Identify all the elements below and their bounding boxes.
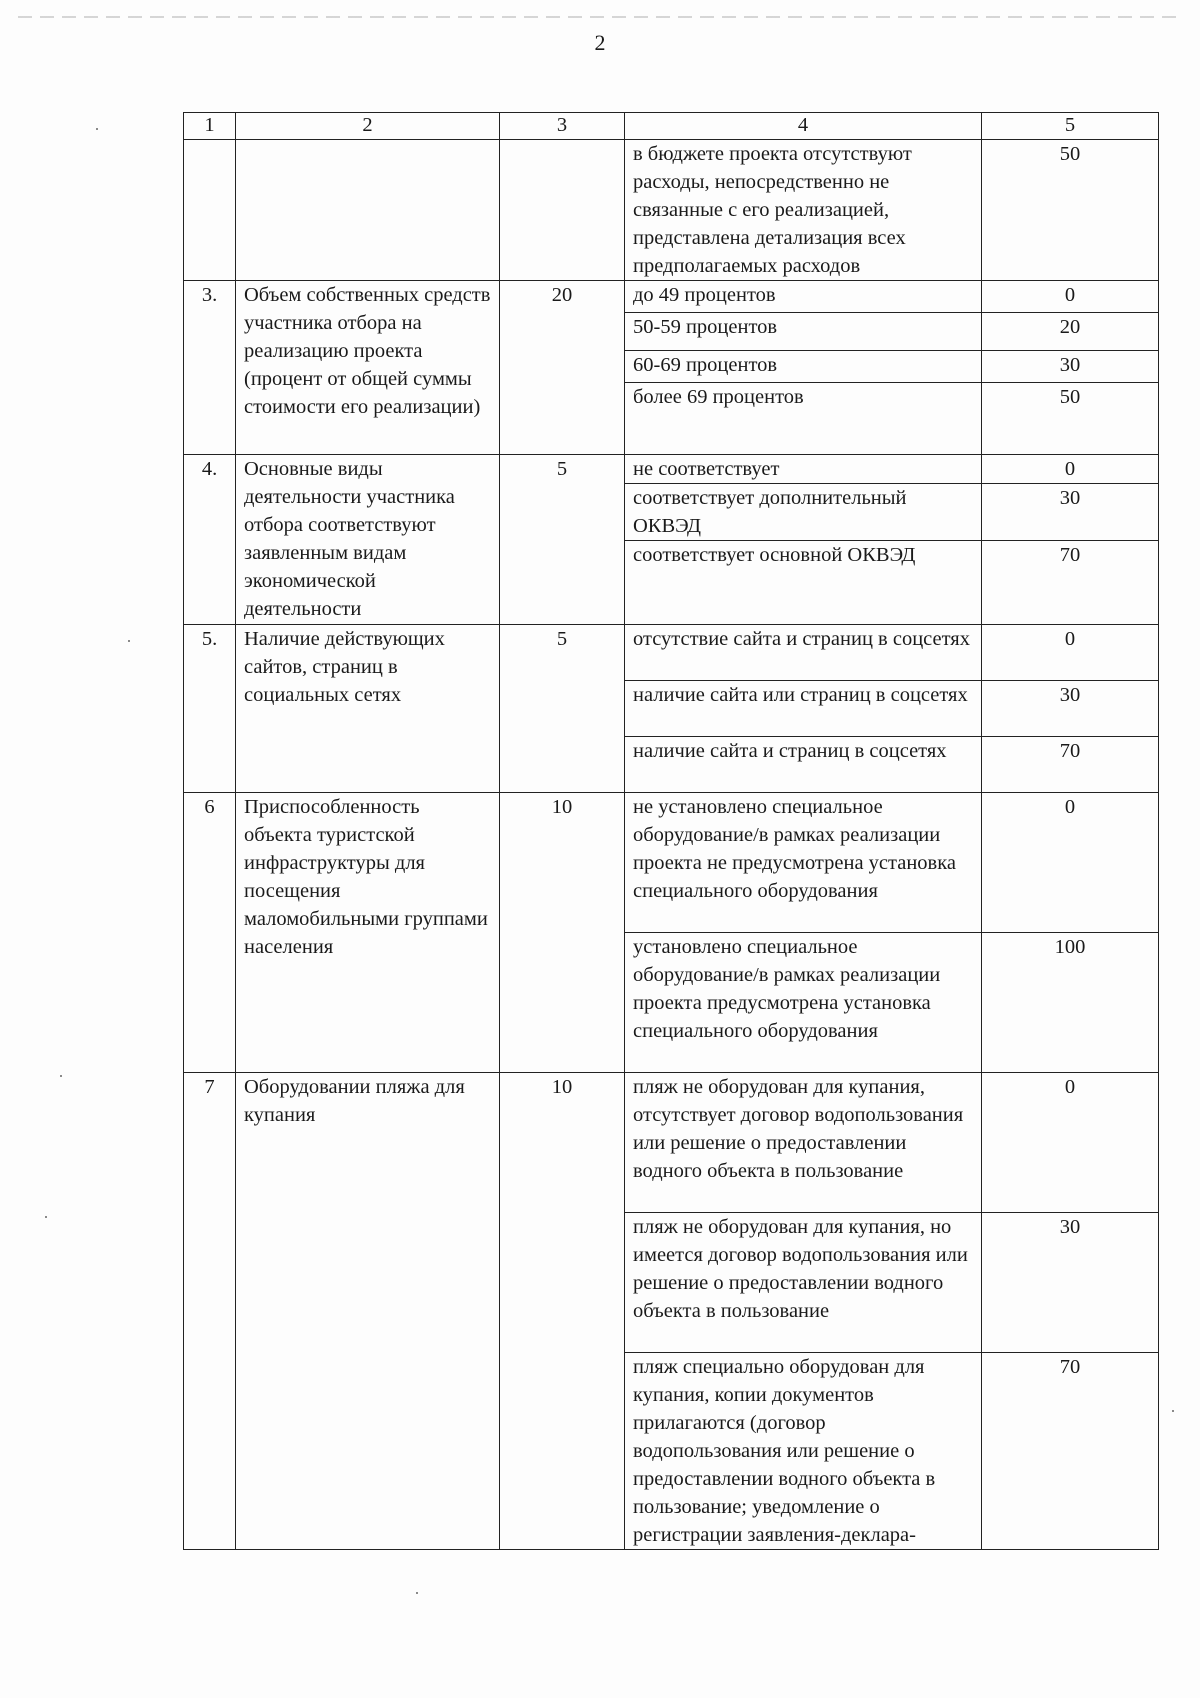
- row-number-cell: 5.: [184, 625, 236, 793]
- option-text-cell: наличие сайта и страниц в соцсетях: [625, 737, 982, 793]
- scan-speck: [416, 1592, 418, 1594]
- option-score-cell: 70: [982, 1353, 1159, 1550]
- option-score-cell: 30: [982, 351, 1159, 383]
- table-row: [184, 793, 1159, 933]
- option-score-cell: 0: [982, 793, 1159, 933]
- weight-cell: 10: [500, 1073, 625, 1550]
- scan-speck: [60, 1075, 62, 1077]
- row-number-cell: 3.: [184, 281, 236, 455]
- scan-edge-artifact: [18, 16, 1178, 18]
- column-header-1: 1: [184, 113, 236, 140]
- option-score-cell: 100: [982, 933, 1159, 1073]
- option-score-cell: 20: [982, 313, 1159, 351]
- option-score-cell: 30: [982, 484, 1159, 541]
- scan-speck: [96, 128, 98, 130]
- column-header-4: 4: [625, 113, 982, 140]
- column-header-5: 5: [982, 113, 1159, 140]
- option-text-cell: пляж не оборудован для купания, отсутствует договор водопользования или решение о предоставлении водного объекта в пользование: [625, 1073, 982, 1213]
- weight-cell: 5: [500, 455, 625, 625]
- table-row: [184, 281, 1159, 313]
- option-text-cell: в бюджете проекта отсутствуют расходы, непосредственно не связанные с его реализацией, представлена детализация всех предполагаемых расходов: [625, 140, 982, 281]
- option-score-cell: 0: [982, 281, 1159, 313]
- row-number-cell: 4.: [184, 455, 236, 625]
- option-text-cell: установлено специальное оборудование/в рамках реализации проекта предусмотрена установка специального оборудования: [625, 933, 982, 1073]
- option-text-cell: отсутствие сайта и страниц в соцсетях: [625, 625, 982, 681]
- option-score-cell: 50: [982, 383, 1159, 455]
- table-row: [184, 1073, 1159, 1213]
- option-score-cell: 70: [982, 737, 1159, 793]
- page-number: 2: [594, 30, 606, 55]
- option-text-cell: пляж не оборудован для купания, но имеется договор водопользования или решение о предоставлении водного объекта в пользование: [625, 1213, 982, 1353]
- criterion-cell: Основные виды деятельности участника отбора соответствуют заявленным видам экономической деятельности: [236, 455, 500, 625]
- option-text-cell: до 49 процентов: [625, 281, 982, 313]
- option-text-cell: соответствует дополнительный ОКВЭД: [625, 484, 982, 541]
- criterion-cell: Приспособленность объекта туристской инфраструктуры для посещения маломобильными группами населения: [236, 793, 500, 1073]
- option-text-cell: наличие сайта или страниц в соцсетях: [625, 681, 982, 737]
- option-text-cell: не соответствует: [625, 455, 982, 484]
- weight-cell: 20: [500, 281, 625, 455]
- table-header-row: [184, 113, 1159, 140]
- weight-cell: 5: [500, 625, 625, 793]
- row-number-cell: 6: [184, 793, 236, 1073]
- scan-speck: [45, 1216, 47, 1218]
- criterion-cell: Объем собственных средств участника отбора на реализацию проекта (процент от общей суммы стоимости его реализации): [236, 281, 500, 455]
- option-score-cell: 50: [982, 140, 1159, 281]
- option-text-cell: пляж специально оборудован для купания, копии документов прилагаются (договор водопользования или решение о предоставлении водного объекта в пользование; уведомление о регистрации заявления-деклара-: [625, 1353, 982, 1550]
- criterion-cell: [236, 140, 500, 281]
- weight-cell: [500, 140, 625, 281]
- option-text-cell: 60-69 процентов: [625, 351, 982, 383]
- criteria-table: [183, 112, 1159, 1550]
- option-text-cell: не установлено специальное оборудование/в рамках реализации проекта не предусмотрена установка специального оборудования: [625, 793, 982, 933]
- option-score-cell: 0: [982, 625, 1159, 681]
- option-text-cell: более 69 процентов: [625, 383, 982, 455]
- weight-cell: 10: [500, 793, 625, 1073]
- option-score-cell: 30: [982, 681, 1159, 737]
- criterion-cell: Оборудовании пляжа для купания: [236, 1073, 500, 1550]
- criterion-cell: Наличие действующих сайтов, страниц в социальных сетях: [236, 625, 500, 793]
- row-number-cell: [184, 140, 236, 281]
- scan-speck: [1172, 1410, 1174, 1412]
- option-score-cell: 0: [982, 1073, 1159, 1213]
- table-row: [184, 625, 1159, 681]
- option-text-cell: соответствует основной ОКВЭД: [625, 541, 982, 625]
- option-score-cell: 0: [982, 455, 1159, 484]
- scan-speck: [128, 640, 130, 642]
- option-score-cell: 30: [982, 1213, 1159, 1353]
- table-row-continuation: [184, 140, 1159, 281]
- column-header-3: 3: [500, 113, 625, 140]
- table-row: [184, 455, 1159, 484]
- row-number-cell: 7: [184, 1073, 236, 1550]
- column-header-2: 2: [236, 113, 500, 140]
- option-score-cell: 70: [982, 541, 1159, 625]
- table-body: [184, 140, 1159, 1550]
- option-text-cell: 50-59 процентов: [625, 313, 982, 351]
